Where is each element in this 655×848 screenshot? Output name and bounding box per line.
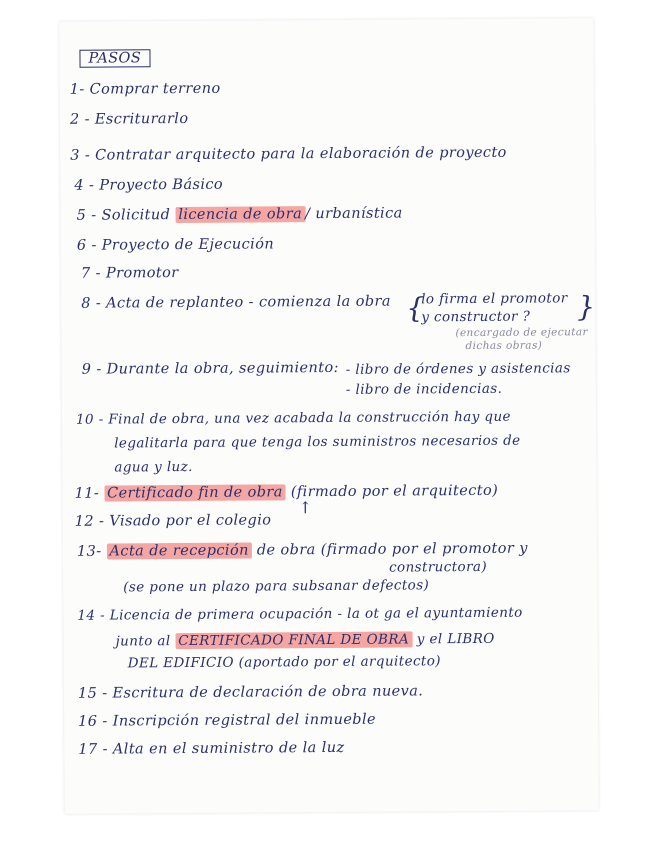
step-14-suffix: y el LIBRO xyxy=(416,630,495,648)
step-11 xyxy=(74,483,498,502)
step-13-line-3: (se pone un plazo para subsanar defectos) xyxy=(123,577,430,596)
step-8-note-2: y constructor ? xyxy=(421,308,531,326)
step-7: 7 - Promotor xyxy=(80,265,179,282)
step-13-highlight: Acta de recepción xyxy=(106,543,251,560)
step-8-faint-2: dichas obras) xyxy=(465,339,543,353)
step-11-note: (firmado por el arquitecto) xyxy=(290,482,499,501)
brace-close: } xyxy=(577,290,596,324)
step-14-highlight: CERTIFICADO FINAL DE OBRA xyxy=(175,631,412,649)
step-4: 4 - Proyecto Básico xyxy=(74,176,224,194)
step-5-label: 5 - Solicitud xyxy=(76,207,171,224)
step-9: 9 - Durante la obra, seguimiento: xyxy=(81,359,339,378)
step-8-faint-1: (encargado de ejecutar xyxy=(455,326,588,340)
step-11-highlight: Certificado fin de obra xyxy=(104,484,286,501)
step-15: 15 - Escritura de declaración de obra nueva. xyxy=(77,683,424,702)
step-5 xyxy=(77,205,403,223)
step-14-line-2 xyxy=(116,631,495,650)
page-title: PASOS xyxy=(79,49,150,67)
step-12: 12 - Visado por el colegio xyxy=(74,512,272,530)
step-9-item-2: - libro de incidencias. xyxy=(345,380,503,398)
step-16: 16 - Inscripción registral del inmueble xyxy=(78,711,377,730)
step-10-line-2: legalitarla para que tenga los suministros necesarios de xyxy=(114,432,521,452)
step-8-note-1: lo firma el promotor xyxy=(421,290,568,308)
step-9-item-1: - libro de órdenes y asistencias xyxy=(345,360,571,378)
step-5-highlight: licencia de obra xyxy=(175,206,305,223)
step-1: 1- Comprar terreno xyxy=(69,80,221,98)
step-13 xyxy=(77,541,528,560)
step-10-line-3: agua y luz. xyxy=(114,458,193,476)
step-11-number: 11- xyxy=(74,485,100,502)
arrow-up-icon: ↑ xyxy=(298,498,313,518)
step-8: 8 - Acta de replanteo - comienza la obra xyxy=(81,293,391,312)
brace-open: { xyxy=(406,291,425,325)
step-14-line-1: 14 - Licencia de primera ocupación - la ot ga el ayuntamiento xyxy=(77,604,523,624)
step-14-line-3: DEL EDIFICIO (aportado por el arquitecto) xyxy=(127,653,441,672)
step-10-line-1: 10 - Final de obra, una vez acabada la construcción hay que xyxy=(75,408,511,428)
step-13-line-2: constructora) xyxy=(389,558,488,576)
step-2: 2 - Escriturarlo xyxy=(69,110,189,128)
step-5-suffix: / urbanística xyxy=(305,205,403,223)
step-17: 17 - Alta en el suministro de la luz xyxy=(78,739,345,758)
step-13-text: de obra (firmado por el promotor y xyxy=(256,540,528,559)
step-6: 6 - Proyecto de Ejecución xyxy=(76,236,275,254)
step-14-prefix: junto al xyxy=(115,633,171,650)
notebook-page xyxy=(59,18,599,814)
step-13-number: 13- xyxy=(76,543,102,560)
step-3: 3 - Contratar arquitecto para la elaboración de proyecto xyxy=(70,144,507,164)
